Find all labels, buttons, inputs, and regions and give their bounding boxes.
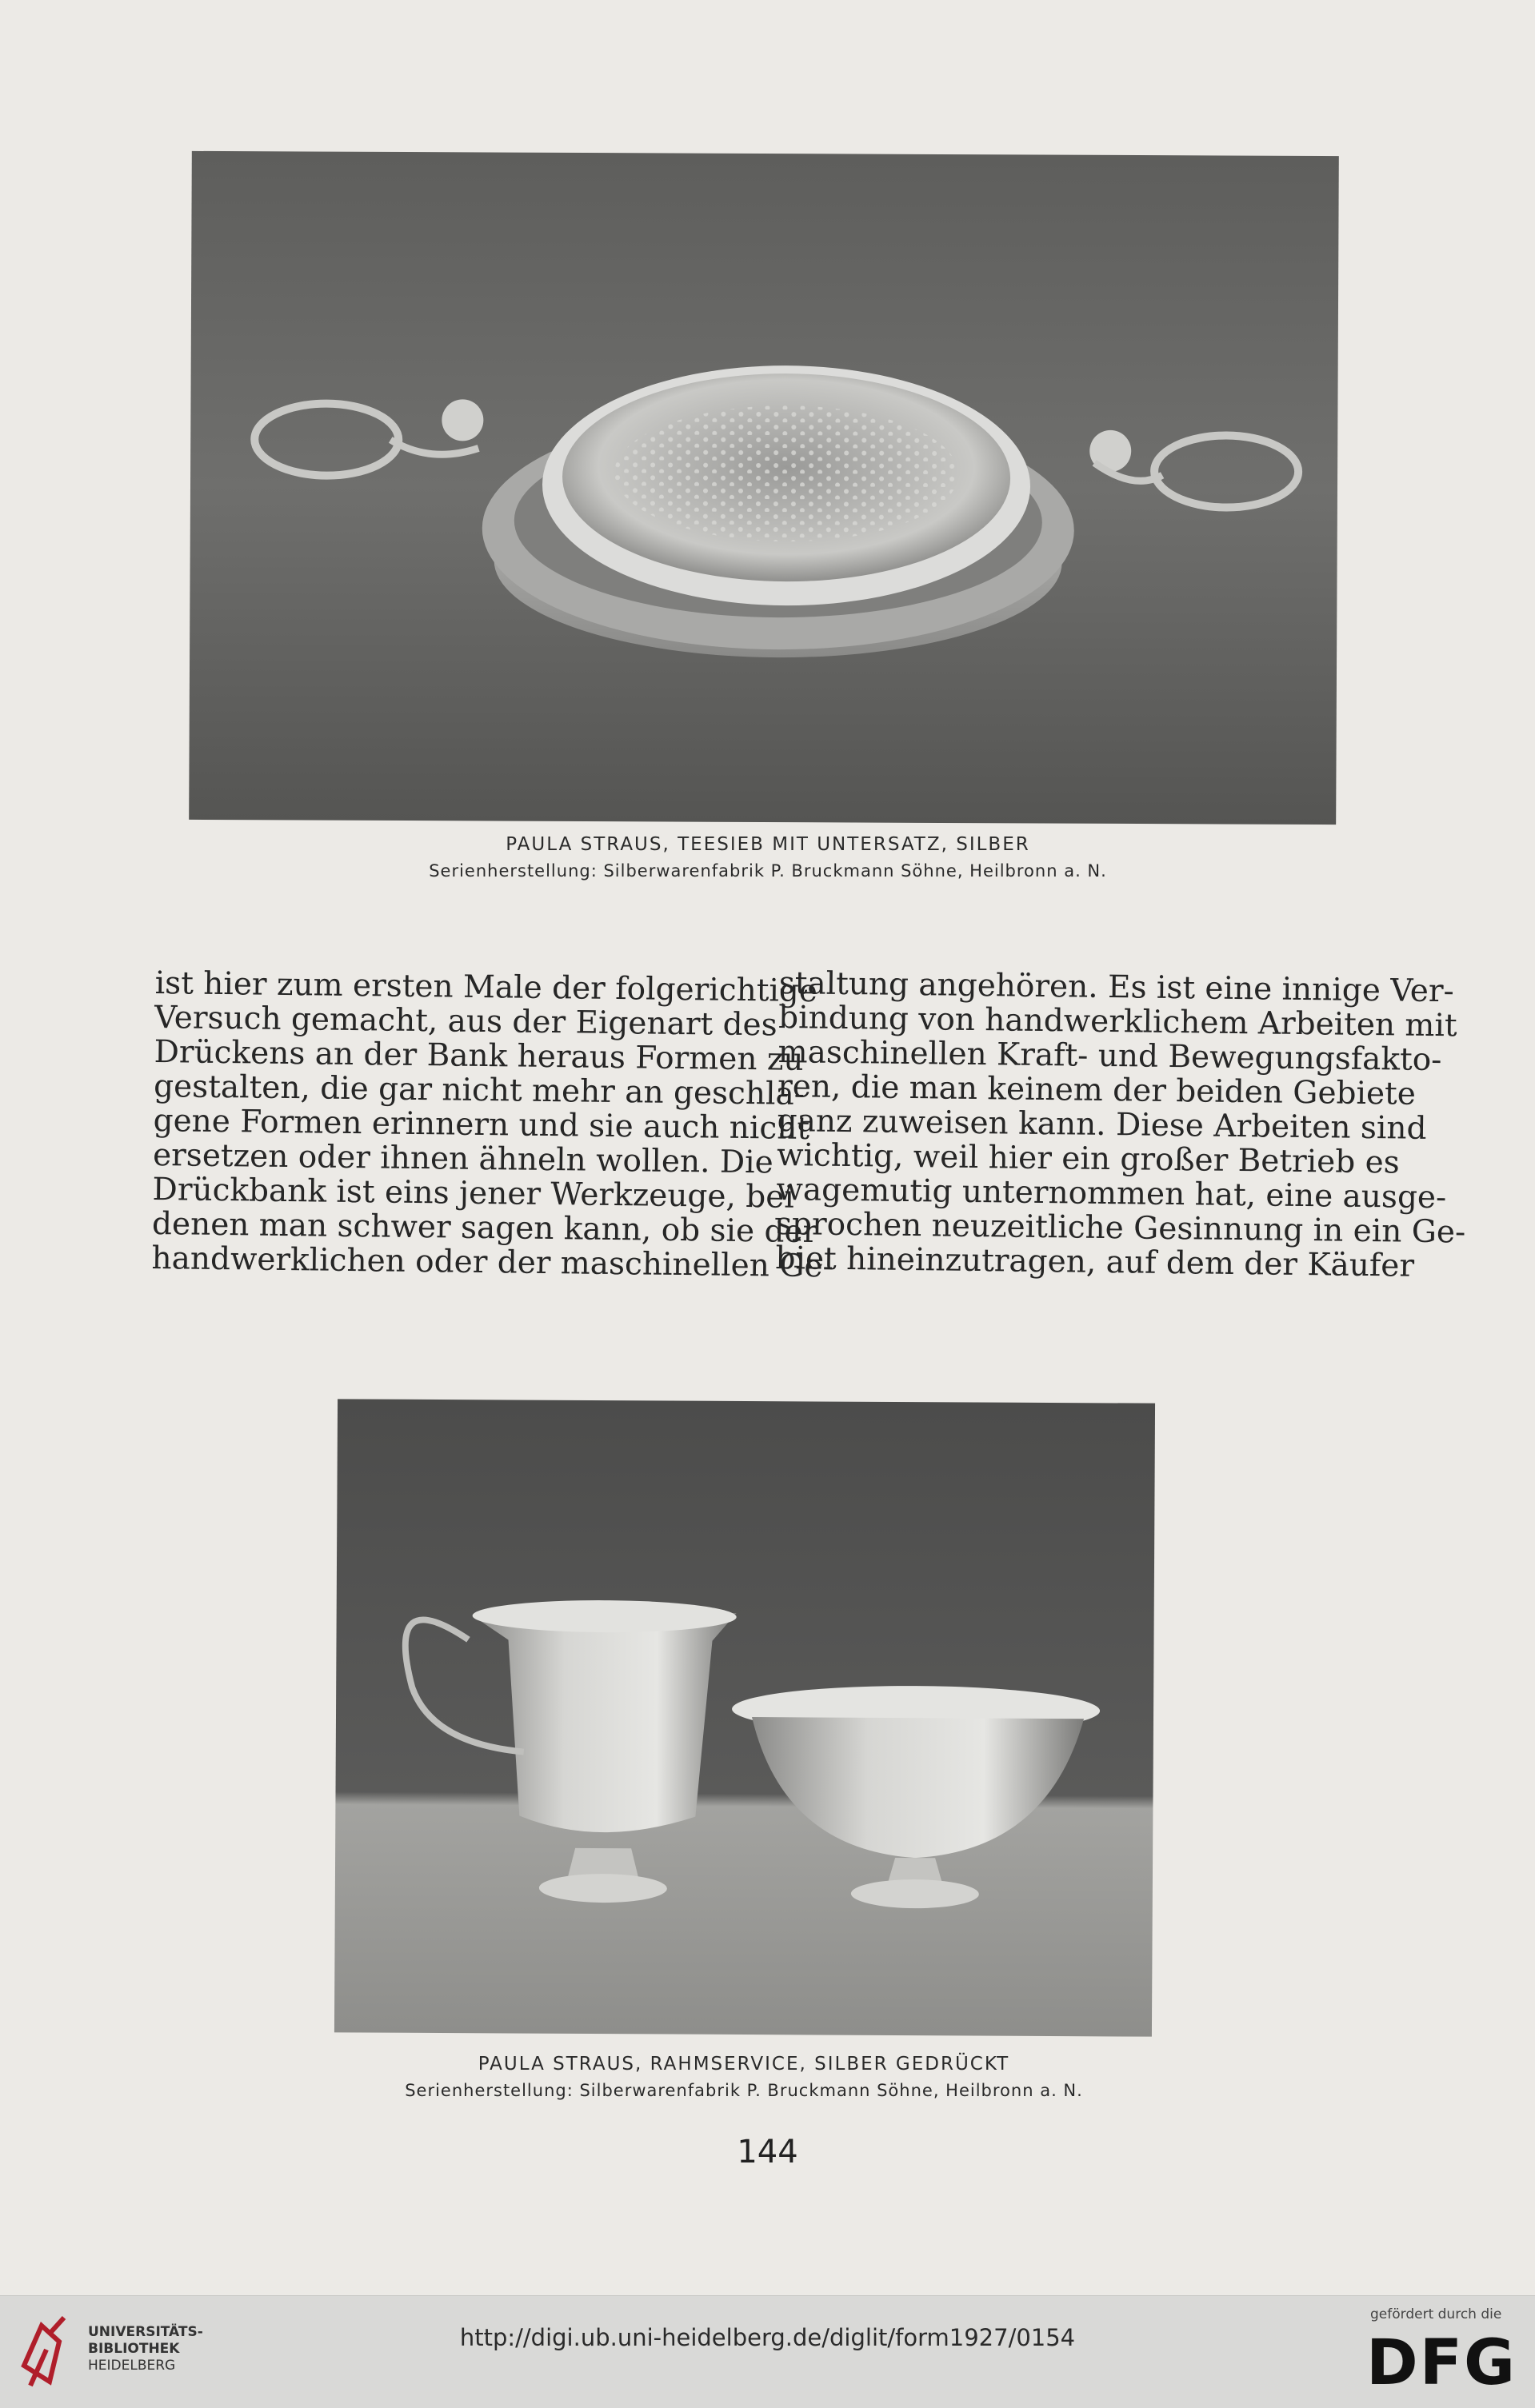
text-line: ganz zuweisen kann. Diese Arbeiten sind	[777, 1102, 1427, 1147]
text-line: biet hineinzutragen, auf dem der Käufer	[775, 1240, 1415, 1284]
photo-cream-service	[334, 1399, 1155, 2036]
footer-bar	[0, 2295, 1535, 2408]
text-line: denen man schwer sagen kann, ob sie der	[151, 1205, 818, 1251]
text-line: ersetzen oder ihnen ähneln wollen. Die	[152, 1136, 774, 1181]
text-line: Drückens an der Bank heraus Formen zu	[154, 1033, 804, 1078]
caption-bottom	[264, 2054, 1224, 2100]
library-logo-icon	[18, 2310, 69, 2398]
caption-bottom-credit: Serienherstellung: Silberwarenfabrik P. Bruckmann Söhne, Heilbronn a. N.	[405, 2081, 1083, 2100]
text-column-right	[775, 965, 1466, 1284]
text-line: staltung angehören. Es ist eine innige Ver-	[778, 965, 1454, 1010]
library-name-line2: BIBLIOTHEK	[88, 2341, 180, 2357]
text-line: sprochen neuzeitliche Gesinnung in ein Ge-	[775, 1205, 1466, 1251]
text-line: ist hier zum ersten Male der folgerichtige	[154, 965, 818, 1010]
caption-bottom-title: PAULA STRAUS, RAHMSERVICE, SILBER GEDRÜCKT	[478, 2054, 1010, 2075]
text-line: bindung von handwerklichem Arbeiten mit	[777, 999, 1457, 1044]
text-column-left	[151, 965, 833, 1285]
text-line: wichtig, weil hier ein großer Betrieb es	[776, 1136, 1400, 1181]
source-url-link[interactable]: http://digi.ub.uni-heidelberg.de/diglit/form1927/0154	[459, 2324, 1076, 2351]
text-line: wagemutig unternommen hat, eine ausge-	[776, 1171, 1447, 1216]
caption-top-credit: Serienherstellung: Silberwarenfabrik P. Bruckmann Söhne, Heilbronn a. N.	[429, 861, 1107, 881]
library-name-line1: UNIVERSITÄTS-	[88, 2324, 203, 2340]
dfg-logo: DFG	[1366, 2327, 1517, 2399]
library-name-line3: HEIDELBERG	[88, 2358, 176, 2374]
text-line: Versuch gemacht, aus der Eigenart des	[154, 999, 777, 1044]
text-line: maschinellen Kraft- und Bewegungsfakto-	[777, 1033, 1442, 1079]
text-line: handwerklichen oder der maschinellen Ge-	[151, 1240, 833, 1285]
cream-service-image	[334, 1399, 1155, 2036]
text-line: gene Formen erinnern und sie auch nicht	[153, 1102, 810, 1148]
text-line: ren, die man keinem der beiden Gebiete	[777, 1068, 1417, 1112]
page-number: 144	[737, 2134, 798, 2170]
text-line: gestalten, die gar nicht mehr an geschla-	[153, 1068, 805, 1112]
funded-by-label: gefördert durch die	[1370, 2306, 1502, 2322]
photo-tea-strainer	[189, 151, 1339, 825]
caption-top-title: PAULA STRAUS, TEESIEB MIT UNTERSATZ, SILBER	[506, 834, 1030, 855]
text-line: Drückbank ist eins jener Werkzeuge, bei	[152, 1171, 795, 1216]
caption-top	[288, 834, 1248, 881]
tea-strainer-image	[189, 151, 1339, 825]
